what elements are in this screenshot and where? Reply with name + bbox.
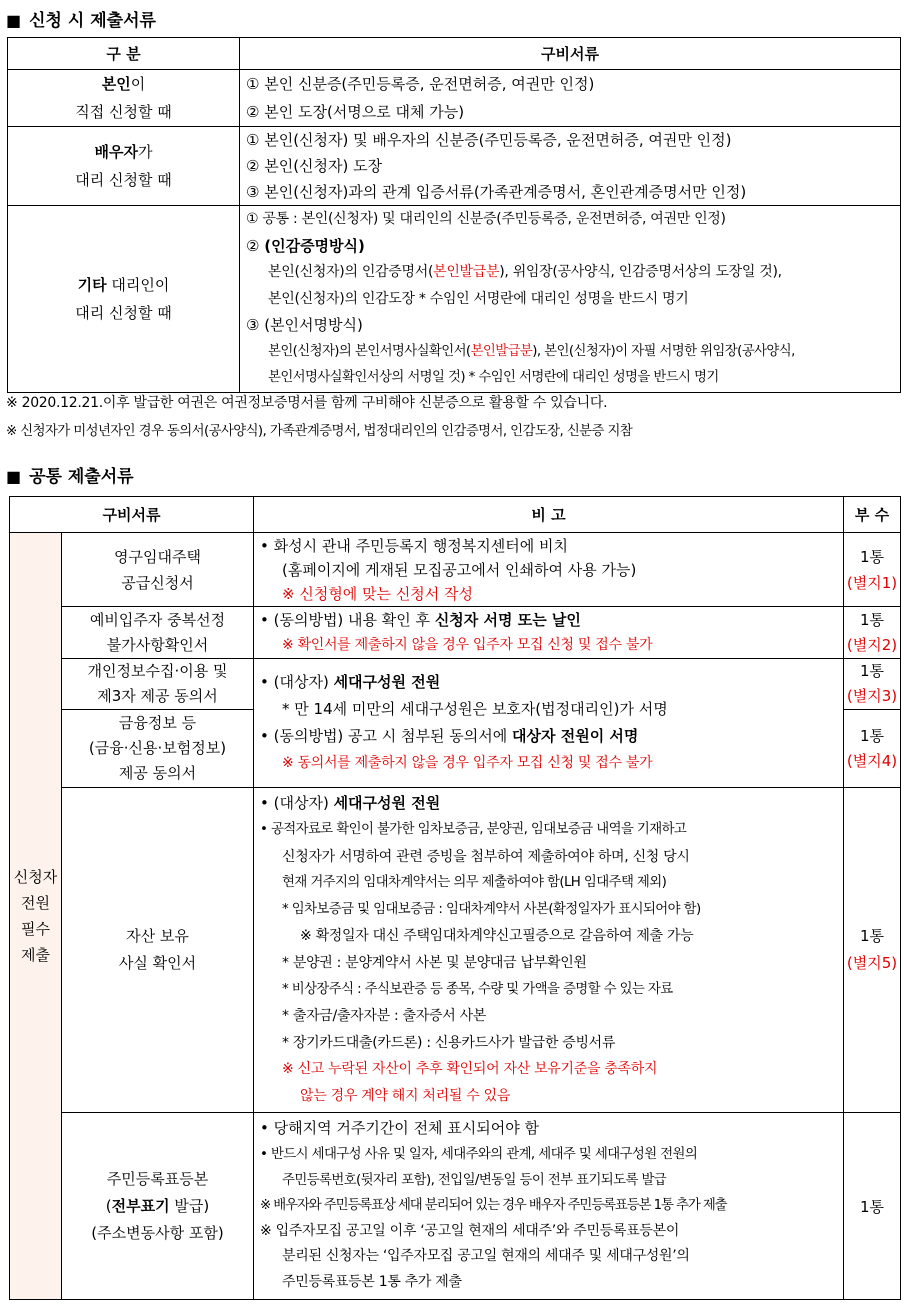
row-other-label: 기타 대리인이 대리 신청할 때 [8,206,240,393]
section1-table [7,37,901,393]
header-doc: 구비서류 [10,497,254,533]
doc-asset-confirmation: 자산 보유 사실 확인서 [62,788,254,1113]
copies-r5: 1통 (별지5) [844,788,901,1113]
copies-r6: 1통 [844,1113,901,1300]
copies-r1: 1통 (별지1) [844,533,901,607]
row-spouse-label: 배우자가 대리 신청할 때 [8,127,240,206]
remarks-consent-forms: • (대상자) 세대구성원 전원 * 만 14세 미만의 세대구성원은 보호자(법정대리인)가 서명 • (동의방법) 공고 시 첨부된 동의서에 대상자 전원이 서명 ※ 동의서를 제출하지 않을 경우 입주자 모집 신청 및 접수 불가 [254,659,844,788]
square-bullet-icon: ■ [6,467,22,486]
section2-table [9,496,901,1300]
header-category: 구 분 [8,38,240,70]
copies-r4: 1통 (별지4) [844,710,901,788]
copies-r3: 1통 (별지3) [844,659,901,710]
square-bullet-icon: ■ [6,11,22,30]
section2-title: ■ 공통 제출서류 [6,467,134,487]
section1-title: ■ 신청 시 제출서류 [6,11,156,31]
header-copies: 부 수 [844,497,901,533]
group-label-mandatory: 신청자 전원 필수 제출 [10,533,62,1300]
row-self-docs: ① 본인 신분증(주민등록증, 운전면허증, 여권만 인정) ② 본인 도장(서명으로 대체 가능) [240,70,901,127]
doc-resident-registration: 주민등록표등본 (전부표기 발급) (주소변동사항 포함) [62,1113,254,1300]
doc-duplicate-confirmation: 예비입주자 중복선정 불가사항확인서 [62,607,254,659]
note-minor: ※ 신청자가 미성년자인 경우 동의서(공사양식), 가족관계증명서, 법정대리인의 인감증명서, 인감도장, 신분증 지참 [6,424,633,439]
remarks-resident-registration: • 당해지역 거주기간이 전체 표시되어야 함 • 반드시 세대구성 사유 및 일자, 세대주와의 관계, 세대주 및 세대구성원 전원의 주민등록번호(뒷자리 포함), 전입일/변동일 등이 전부 표기되도록 발급 ※ 배우자와 주민등록표상 세대 분리되어 있는 경우 배우자 주민등록표등본 1통 추가 제출 ※ 입주자모집 공고일 이후 ‘공고일 현재의 세대주’와 주민등록표등본이 분리된 신청자는 ‘입주자모집 공고일 현재의 세대주 및 세대구성원’의 주민등록표등본 1통 추가 제출 [254,1113,844,1300]
remarks-asset-confirmation: • (대상자) 세대구성원 전원 • 공적자료로 확인이 불가한 임차보증금, 분양권, 임대보증금 내역을 기재하고 신청자가 서명하여 관련 증빙을 첨부하여 제출하여야 하며, 신청 당시 현재 거주지의 임대차계약서는 의무 제출하여야 함(LH 임대주택 제외) * 임차보증금 및 임대보증금 : 임대차계약서 사본(확정일자가 표시되어야 함) ※ 확정일자 대신 주택임대차계약신고필증으로 갈음하여 제출 가능 * 분양권 : 분양계약서 사본 및 분양대금 납부확인원 * 비상장주식 : 주식보관증 등 종목, 수량 및 가액을 증명할 수 있는 자료 * 출자금/출자자분 : 출자증서 사본 * 장기카드대출(카드론) : 신용카드사가 발급한 증빙서류 ※ 신고 누락된 자산이 추후 확인되어 자산 보유기준을 충족하지 않는 경우 계약 해지 처리될 수 있음 [254,788,844,1113]
doc-application-form: 영구임대주택 공급신청서 [62,533,254,607]
row-self-label: 본인이 직접 신청할 때 [8,70,240,127]
remarks-duplicate-confirmation: • (동의방법) 내용 확인 후 신청자 서명 또는 날인 ※ 확인서를 제출하지 않을 경우 입주자 모집 신청 및 접수 불가 [254,607,844,659]
note-passport: ※ 2020.12.21.이후 발급한 여권은 여권정보증명서를 함께 구비해야 신분증으로 활용할 수 있습니다. [6,395,608,411]
remarks-application-form: • 화성시 관내 주민등록지 행정복지센터에 비치 (홈페이지에 게재된 모집공고에서 인쇄하여 사용 가능) ※ 신청형에 맞는 신청서 작성 [254,533,844,607]
doc-privacy-consent: 개인정보수집·이용 및 제3자 제공 동의서 [62,659,254,710]
row-other-docs: ① 공통 : 본인(신청자) 및 대리인의 신분증(주민등록증, 운전면허증, 여권만 인정) ② (인감증명방식) 본인(신청자)의 인감증명서(본인발급분), 위임장(공사양식, 인감증명서상의 도장일 것), 본인(신청자)의 인감도장 * 수임인 서명란에 대리인 성명을 반드시 명기 ③ (본인서명방식) 본인(신청자)의 본인서명사실확인서(본인발급분), 본인(신청자)이 자필 서명한 위임장(공사양식, 본인서명사실확인서상의 서명일 것) * 수임인 서명란에 대리인 성명을 반드시 명기 [240,206,901,393]
header-remarks: 비 고 [254,497,844,533]
row-spouse-docs: ① 본인(신청자) 및 배우자의 신분증(주민등록증, 운전면허증, 여권만 인정) ② 본인(신청자) 도장 ③ 본인(신청자)과의 관계 입증서류(가족관계증명서, 혼인관계증명서만 인정) [240,127,901,206]
header-documents: 구비서류 [240,38,901,70]
copies-r2: 1통 (별지2) [844,607,901,659]
doc-financial-consent: 금융정보 등 (금융·신용·보험정보) 제공 동의서 [62,710,254,788]
